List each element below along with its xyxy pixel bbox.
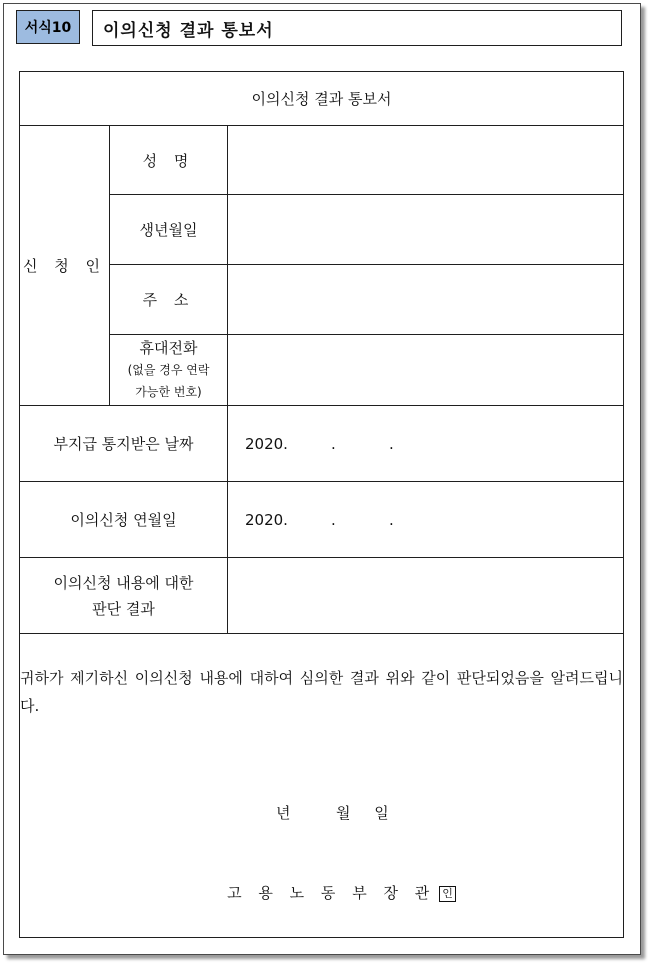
apply-date-year: 2020. xyxy=(245,510,288,529)
issue-date xyxy=(20,802,623,823)
notice-date-label: 부지급 통지받은 날짜 xyxy=(20,406,228,482)
name-field[interactable] xyxy=(228,126,624,195)
birth-field[interactable] xyxy=(228,195,624,265)
result-notice-form xyxy=(19,71,624,938)
notice-date-field[interactable] xyxy=(228,406,624,482)
phone-label-main: 휴대전화 xyxy=(139,339,198,357)
phone-label xyxy=(110,335,228,406)
issue-month: 월 xyxy=(336,804,351,822)
notice-date-day: . xyxy=(389,434,394,453)
result-label-line-2: 판단 결과 xyxy=(92,599,155,618)
phone-field[interactable] xyxy=(228,335,624,406)
apply-date-month: . xyxy=(331,510,336,529)
phone-note-2: 가능한 번호) xyxy=(135,385,202,399)
signer-line xyxy=(20,882,623,903)
form-heading: 이의신청 결과 통보서 xyxy=(20,72,624,126)
issue-day: 일 xyxy=(374,804,389,822)
phone-note-1: (없을 경우 연락 xyxy=(127,363,210,377)
signer-name: 고 용 노 동 부 장 관 xyxy=(227,884,436,902)
issue-year: 년 xyxy=(276,804,291,822)
result-label xyxy=(20,558,228,634)
apply-date-day: . xyxy=(389,510,394,529)
notice-date-year: 2020. xyxy=(245,434,288,453)
address-label: 주 소 xyxy=(110,265,228,335)
applicant-label: 신 청 인 xyxy=(20,126,110,406)
apply-date-field[interactable] xyxy=(228,482,624,558)
document-title: 이의신청 결과 통보서 xyxy=(92,10,622,46)
seal-mark: 인 xyxy=(439,886,456,902)
birth-label: 생년월일 xyxy=(110,195,228,265)
apply-date-label: 이의신청 연월일 xyxy=(20,482,228,558)
notice-text: 귀하가 제기하신 이의신청 내용에 대하여 심의한 결과 위와 같이 판단되었음을 알려드립니다. xyxy=(20,669,623,715)
notice-date-month: . xyxy=(331,434,336,453)
address-field[interactable] xyxy=(228,265,624,335)
result-label-line-1: 이의신청 내용에 대한 xyxy=(53,573,194,592)
notice-section xyxy=(20,634,624,938)
form-number-badge: 서식10 xyxy=(16,10,80,44)
name-label: 성 명 xyxy=(110,126,228,195)
result-field[interactable] xyxy=(228,558,624,634)
